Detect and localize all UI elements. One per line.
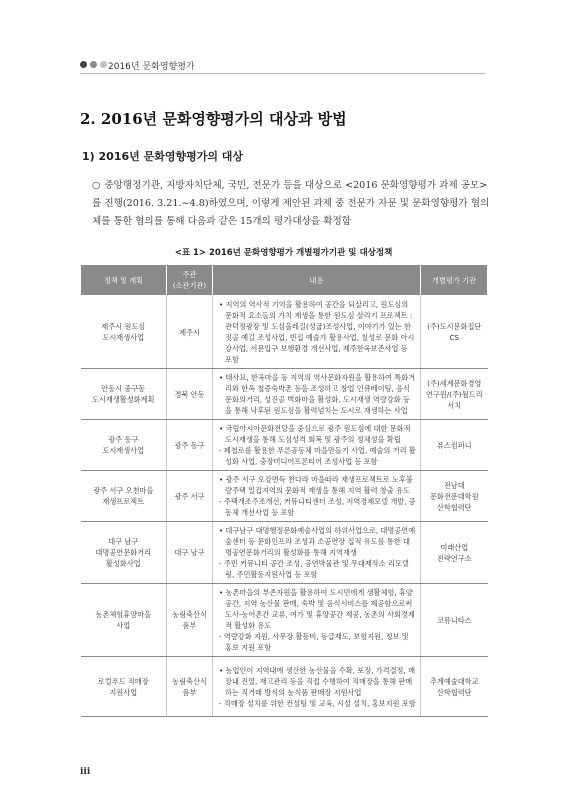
organization-cell: 광주 서구	[167, 471, 213, 522]
column-header: 내용	[213, 265, 421, 296]
organization-cell: 농림축산식품부	[167, 584, 213, 657]
policy-table	[80, 264, 488, 717]
policy-name-cell: 광주 서구 오천마을 재생프로젝트	[81, 471, 167, 522]
table-row	[81, 522, 488, 584]
description-item: • 지역의 역사적 기억을 활용하여 공간을 되살리고, 원도심의 문화적 요소들의 가치 재생을 통한 원도심 살리기 프로젝트 : 관덕정광장 및 도심올레길(성굽)조성사업, 이야기가 있는 한짓골 예길 조성사업, 빈집 예술가 활용사업, 칠성로 문화 아시장사업, 서문입구 보행환경 개선사업, 제주한옥보존사업 등 포함	[219, 300, 415, 364]
evaluator-cell: (주)세계문화경영연구원/(주)월드리서치	[421, 369, 488, 420]
evaluator-cell: 코뮤니타스	[421, 584, 488, 657]
organization-cell: 농림축산식품부	[167, 657, 213, 717]
running-header	[0, 58, 566, 76]
column-header: 정책 및 계획	[81, 265, 167, 296]
description-cell	[213, 522, 421, 584]
dot-icon	[100, 61, 107, 68]
header-divider	[80, 73, 486, 74]
description-cell	[213, 296, 421, 369]
table-caption: <표 1> 2016년 문화영향평가 개별평가기관 및 대상정책	[174, 248, 393, 258]
policy-name-cell: 광주 동구 도시재생사업	[81, 420, 167, 471]
dot-icon	[90, 61, 97, 68]
description-item: - 역량강화 지원, 사무장 활동비, 등급제도, 보험지원, 정보 및 홍보 지원 포함	[219, 632, 409, 652]
table-row	[81, 369, 488, 420]
evaluator-cell: 퓨스컴퍼니	[421, 420, 488, 471]
description-item: - 폐철로를 활용한 푸른공동체 마을만들기 사업, 예술의 거리 활성화 사업, 충장미디어프론티어 조성사업 등 포함	[219, 446, 416, 466]
evaluator-cell: 전남대 문화전문대학원 산학협력단	[421, 471, 488, 522]
policy-name-cell: 제주시 원도심 도시재생사업	[81, 296, 167, 369]
description-item: - 주민 커뮤니티 공간 조성, 공연박물관 및 무대제작소 리모델링, 주민활동지원사업 등 포함	[219, 559, 409, 579]
organization-cell: 제주시	[167, 296, 213, 369]
policy-name-cell: 대구 남구 대명공연문화거리 활성화사업	[81, 522, 167, 584]
dot-icon	[80, 61, 87, 68]
subsection-heading: 1) 2016년 문화영향평가의 대상	[82, 150, 244, 163]
table-row	[81, 584, 488, 657]
table-row	[81, 471, 488, 522]
description-cell	[213, 420, 421, 471]
table-body	[81, 296, 488, 717]
header-dots	[80, 61, 107, 68]
description-item: - 주택개조주조개선, 커뮤니티센터 조성, 지역경제모델 개발, 공동체 개선사업 등 포함	[219, 497, 416, 517]
evaluator-cell: 미래산업 전략연구소	[421, 522, 488, 584]
policy-name-cell: 농촌체험휴양마을 사업	[81, 584, 167, 657]
description-item: • 태사묘, 한옥마을 등 지역의 역사문화자원을 활용하여 특화거리와 한옥 철증숙박촌 등을 조성하고 창업 인큐베이팅, 음식문화의거리, 성진골 벽화마을 활성화, 도시재생 역량강화 등을 통해 낙후된 원도심을 활력넘치는 도시로 재생하는 사업	[219, 373, 416, 415]
description-item: • 대구남구 대명행정문화예술사업의 하위사업으로, 대명공연예술센터 등 문화인프라 조성과 소공연장 집적 유도를 통한 대명공연문화거리의 활성화를 통해 지역재생	[219, 526, 416, 557]
bullet-icon: ○	[92, 180, 101, 191]
policy-name-cell: 안동시 중구동 도시재생활성화계획	[81, 369, 167, 420]
description-cell	[213, 369, 421, 420]
section-heading: 2. 2016년 문화영향평가의 대상과 방법	[80, 110, 347, 128]
description-cell	[213, 657, 421, 717]
policy-name-cell: 로컬푸드 직매장 지원사업	[81, 657, 167, 717]
description-item: • 농업인이 지역내에 생산한 농산물을 수확, 포장, 가격결정, 매장내 진열, 재고관리 등을 직접 수행하여 직매장을 통해 판매하는 직거래 방식의 농식품 판매장 지원사업	[219, 665, 416, 697]
description-item: - 직매장 설치를 위한 컨설팅 및 교육, 시설 설치, 홍보지원 포함	[219, 698, 416, 708]
intro-paragraph	[92, 177, 492, 231]
paragraph-text: 중앙행정기관, 지방자치단체, 국민, 전문가 등을 대상으로 <2016 문화영향평가 과제 공모>를 진행(2016. 3.21.~4.8)하였으며, 이렇게 제안된 과제 중 전문가 자문 및 문화영향평가 협의체를 통한 협의를 통해 다음과 같은 15개의 평가대상을 확정함	[92, 180, 490, 227]
table-header-row	[81, 265, 488, 296]
evaluator-cell: (주)도시문화집단CS	[421, 296, 488, 369]
description-item: • 농촌마을의 부존자원을 활용하여 도시민에게 생활체험, 휴양공간, 지역 농산물 판매, 숙박 및 음식서비스를 제공함으로써 도사-농어촌간 교류, 여가 및 휴양공간 제공, 농촌의 사회경제적 활성화 유도	[219, 588, 415, 630]
description-cell	[213, 471, 421, 522]
page-number: iii	[80, 767, 91, 777]
description-item: • 광주 서구 오강면득 천다라 마을따라 재생프로젝트로 노후불량주택 밀집지역의 문화적 재생을 통해 지역 활력 창출 유도	[219, 475, 413, 495]
table-row	[81, 420, 488, 471]
table-row	[81, 296, 488, 369]
column-header: 개별평가 기관	[421, 265, 488, 296]
column-header: 주관 (소관기관)	[167, 265, 213, 296]
description-item: • 국립아시아문화전당을 중심으로 광주 원도심에 대한 문화적 도시재생을 통해 도심성격 회복 및 광주의 정체성을 확립	[219, 424, 411, 444]
evaluator-cell: 추계예술대학교 산학협력단	[421, 657, 488, 717]
organization-cell: 광주 동구	[167, 420, 213, 471]
description-cell	[213, 584, 421, 657]
organization-cell: 경북 안동	[167, 369, 213, 420]
table-row	[81, 657, 488, 717]
organization-cell: 대구 남구	[167, 522, 213, 584]
running-title: 2016년 문화영향평가	[108, 62, 195, 72]
